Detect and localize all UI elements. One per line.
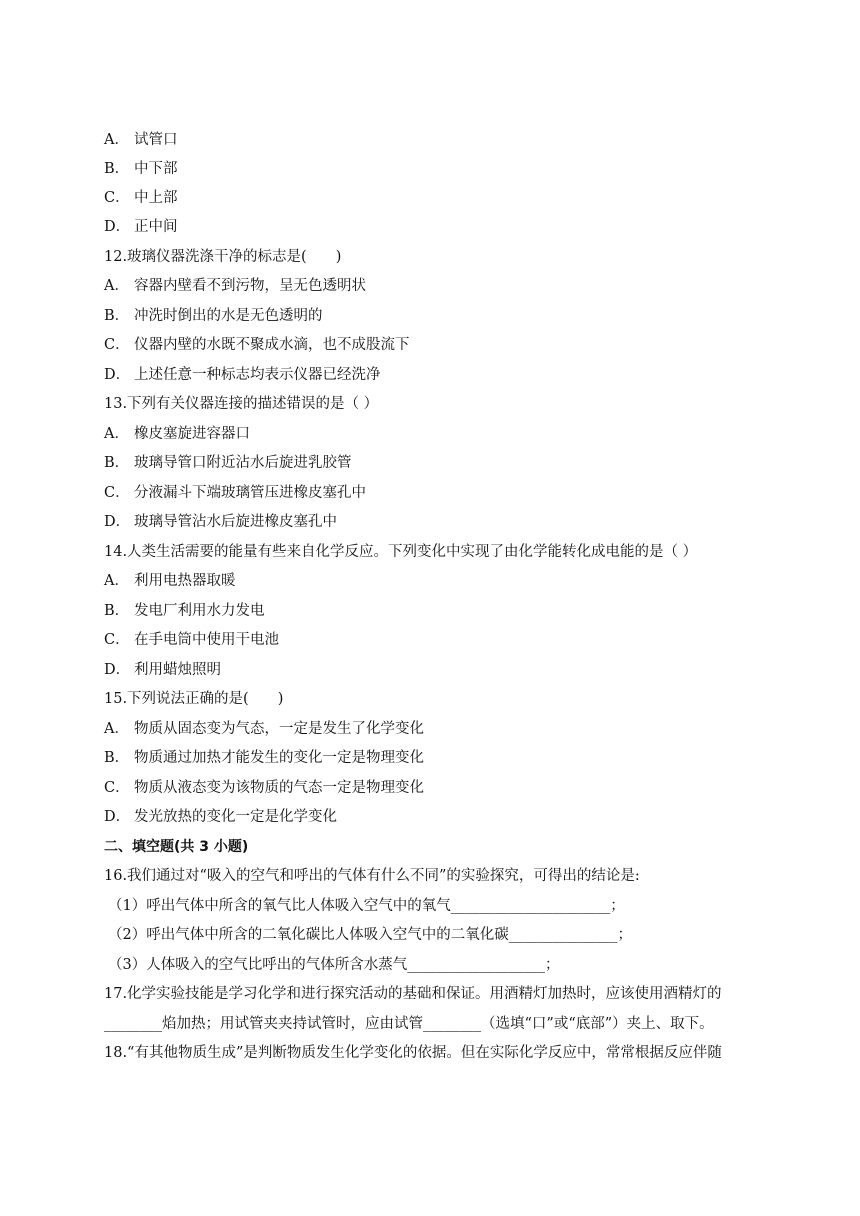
q15-option-d: D． 发光放热的变化一定是化学变化 — [104, 809, 337, 825]
q11-option-a: A． 试管口 — [104, 132, 178, 148]
q16-part-2: （2）呼出气体中所含的二氧化碳比人体吸入空气中的二氧化碳_______________； — [108, 927, 632, 943]
q18-line-1: 18.“有其他物质生成”是判断物质发生化学变化的依据。但在实际化学反应中，常常根据反应伴随 — [104, 1045, 722, 1061]
section-title-fill-in: 二、填空题(共 3 小题) — [104, 839, 249, 855]
q14-option-d: D． 利用蜡烛照明 — [104, 662, 221, 678]
q16-part-1: （1）呼出气体中所含的氧气比人体吸入空气中的氧气______________________； — [108, 898, 625, 914]
q13-option-c: C． 分液漏斗下端玻璃管压进橡皮塞孔中 — [104, 485, 366, 501]
q13-option-b: B． 玻璃导管口附近沾水后旋进乳胶管 — [104, 455, 352, 471]
q17-line-2: ________焰加热；用试管夹夹持试管时，应由试管________（选填“口”或“底部”）夹上、取下。 — [104, 1016, 714, 1032]
q13-option-d: D． 玻璃导管沾水后旋进橡皮塞孔中 — [104, 514, 337, 530]
q11-option-b: B． 中下部 — [104, 161, 178, 177]
q16-stem: 16.我们通过对“吸入的空气和呼出的气体有什么不同”的实验探究，可得出的结论是: — [104, 868, 640, 884]
q12-option-c: C． 仪器内壁的水既不聚成水滴，也不成股流下 — [104, 337, 410, 353]
q14-stem: 14.人类生活需要的能量有些来自化学反应。下列变化中实现了由化学能转化成电能的是（ ） — [104, 544, 698, 560]
q11-option-c: C． 中上部 — [104, 190, 178, 206]
q15-option-c: C． 物质从液态变为该物质的气态一定是物理变化 — [104, 780, 424, 796]
q14-option-a: A． 利用电热器取暖 — [104, 573, 236, 589]
q14-option-b: B． 发电厂利用水力发电 — [104, 603, 265, 619]
q12-option-a: A． 容器内壁看不到污物，呈无色透明状 — [104, 278, 366, 294]
q13-option-a: A． 橡皮塞旋进容器口 — [104, 426, 250, 442]
q12-stem: 12.玻璃仪器洗涤干净的标志是( ) — [104, 249, 342, 265]
q16-part-3: （3）人体吸入的空气比呼出的气体所含水蒸气___________________； — [108, 957, 560, 973]
q12-option-d: D． 上述任意一种标志均表示仪器已经洗净 — [104, 367, 381, 383]
q17-line-1: 17.化学实验技能是学习化学和进行探究活动的基础和保证。用酒精灯加热时，应该使用酒精灯的 — [104, 986, 722, 1002]
q15-option-a: A． 物质从固态变为气态，一定是发生了化学变化 — [104, 721, 424, 737]
q15-option-b: B． 物质通过加热才能发生的变化一定是物理变化 — [104, 750, 424, 766]
q14-option-c: C． 在手电筒中使用干电池 — [104, 632, 279, 648]
q13-stem: 13.下列有关仪器连接的描述错误的是（ ） — [104, 396, 379, 412]
q11-option-d: D． 正中间 — [104, 219, 178, 235]
q15-stem: 15.下列说法正确的是( ) — [104, 691, 284, 707]
q12-option-b: B． 冲洗时倒出的水是无色透明的 — [104, 308, 323, 324]
